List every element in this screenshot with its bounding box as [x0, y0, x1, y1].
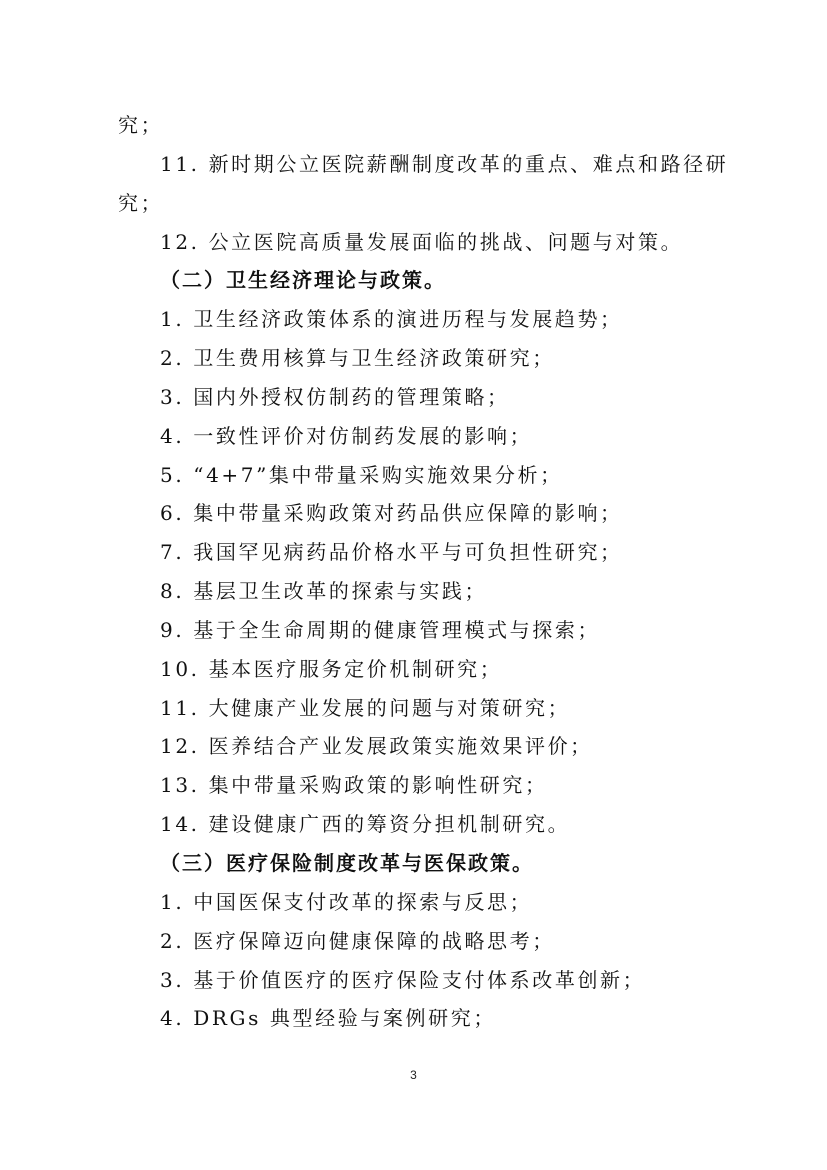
- list-item: 12. 医养结合产业发展政策实施效果评价；: [160, 734, 593, 758]
- list-item: 9. 基于全生命周期的健康管理模式与探索；: [160, 618, 601, 642]
- list-item: 11. 新时期公立医院薪酬制度改革的重点、难点和路径研: [160, 152, 729, 176]
- list-item: 8. 基层卫生改革的探索与实践；: [160, 579, 488, 603]
- list-item: 13. 集中带量采购政策的影响性研究；: [160, 773, 548, 797]
- list-item: 11. 大健康产业发展的问题与对策研究；: [160, 696, 571, 720]
- section-heading: （三）医疗保险制度改革与医保政策。: [160, 851, 534, 875]
- page-number: 3: [410, 1068, 417, 1082]
- list-item: 4. 一致性评价对仿制药发展的影响；: [160, 424, 533, 448]
- list-item: 2. 卫生费用核算与卫生经济政策研究；: [160, 346, 555, 370]
- list-item: 12. 公立医院高质量发展面临的挑战、问题与对策。: [160, 230, 684, 254]
- text-line: 究；: [118, 191, 164, 215]
- text-line: 究；: [118, 113, 164, 137]
- list-item: 1. 卫生经济政策体系的演进历程与发展趋势；: [160, 307, 623, 331]
- section-heading: （二）卫生经济理论与政策。: [160, 268, 446, 292]
- list-item: 3. 国内外授权仿制药的管理策略；: [160, 385, 510, 409]
- list-item: 6. 集中带量采购政策对药品供应保障的影响；: [160, 501, 623, 525]
- list-item: 1. 中国医保支付改革的探索与反思；: [160, 890, 533, 914]
- list-item: 14. 建设健康广西的筹资分担机制研究。: [160, 812, 571, 836]
- list-item: 4. DRGs 典型经验与案例研究；: [160, 1006, 496, 1030]
- list-item: 5. “4+7”集中带量采购实施效果分析；: [160, 463, 563, 487]
- list-item: 3. 基于价值医疗的医疗保险支付体系改革创新；: [160, 968, 646, 992]
- list-item: 2. 医疗保障迈向健康保障的战略思考；: [160, 929, 555, 953]
- list-item: 10. 基本医疗服务定价机制研究；: [160, 657, 503, 681]
- list-item: 7. 我国罕见病药品价格水平与可负担性研究；: [160, 540, 623, 564]
